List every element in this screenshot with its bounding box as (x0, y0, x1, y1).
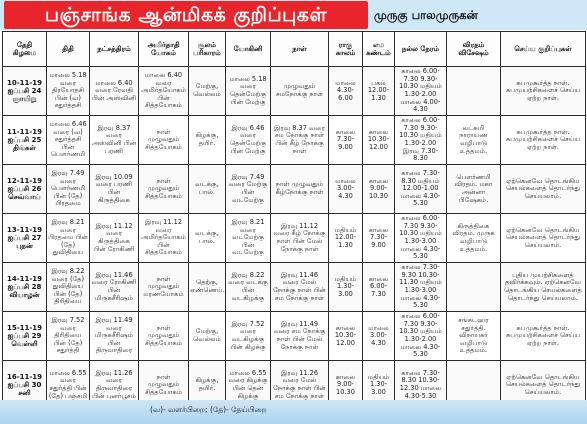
cell-viratham (447, 263, 501, 312)
cell-seyya: புதிய முயற்சிகளைத் தவிர்க்கவும். ஏற்கெனவே தொடங்கிய செயல்களைத் தொடர்ந்து செய்யலாம். (501, 263, 586, 312)
cell-viratham: லட்சுமி நாராயண வழிபாடு உத்தமம். (447, 116, 501, 165)
cell-seyya: ஏற்கெனவே தொடங்கிய செயல்களைத் தொடர்ந்து செய்யலாம். (501, 165, 586, 214)
cell-star: இரவு 11.49 வரை மிருகசீரிஷம் பின் திருவாதிரை (90, 312, 139, 361)
cell-rahu: காலை 10.30- 12.00 (329, 312, 363, 361)
panchangam-table (2, 31, 586, 410)
cell-rahu: மாலை 4.30- 6.00 (329, 67, 363, 116)
cell-viratham: கிருத்திகை விரதம். முருக வழிபாடு உத்தமம். (447, 214, 501, 263)
column-header-yogam: அமிர்தாதி யோகம் (139, 32, 189, 67)
cell-tithi: மாலை 6.46 வரை (வ) சதுர்த்தசி பின் பௌர்ணமி (47, 116, 90, 165)
cell-ema: மதியம் 1.30- 3.00 (363, 361, 395, 410)
column-header-tithi: திதி (47, 32, 90, 67)
cell-soolam: தெற்கு, எண்ணெய். (189, 263, 226, 312)
cell-naal: முழுவதும் சமநோக்கு நாள் (271, 67, 329, 116)
column-header-naal: நாள் (271, 32, 329, 67)
cell-nalla: காலை 7.30-9.30 10.30-11.30 மதியம் 1.30-3.00 மாலை 4.30-5.30 (395, 263, 447, 312)
cell-ema: காலை 7.30- 9.00 (363, 214, 395, 263)
cell-star: இரவு 11.26 வரை திருவாதிரை பின் புனர்பூசம் (90, 361, 139, 410)
cell-viratham: சங்கடஹர சதுர்த்தி. விநாயகர் வழிபாடு உத்தமம். (447, 312, 501, 361)
cell-tithi: இரவு 8.21 வரை பிரதமை பின் (தே) துவிதியை (47, 214, 90, 263)
cell-soolam: கிழக்கு, தயிர். (189, 116, 226, 165)
author-byline: முருகு பாலமுருகன் (374, 8, 478, 22)
table-row (3, 116, 586, 165)
column-header-yogini: யோகினி (226, 32, 271, 67)
cell-seyya: சுபமுகூர்த்த நாள். சுபமுயற்சிகளைச் செய்ய ஏற்ற நாள். (501, 116, 586, 165)
cell-yogini: இரவு 6.46 வரை தென்மேற்கு பின் மேற்கு (226, 116, 271, 165)
column-header-seyya: செய்ய குறிப்புகள் (501, 32, 586, 67)
cell-date: 11-11-19 ஐப்பசி 25 திங்கள் (3, 116, 47, 165)
cell-rahu: காலை 7.30- 9.00 (329, 116, 363, 165)
cell-date: 15-11-19 ஐப்பசி 29 வெள்ளி (3, 312, 47, 361)
cell-soolam: வடக்கு, பால். (189, 165, 226, 214)
column-header-date: தேதி கிழமை (3, 32, 47, 67)
column-header-nalla: நல்ல நேரம் (395, 32, 447, 67)
cell-star: இரவு 8.37 வரை அஸ்வினி பின் பரணி (90, 116, 139, 165)
footer-legend: (வ)- வளர்பிறை; (தே)- தேய்பிறை (150, 405, 267, 414)
cell-naal: இரவு 11.26 வரை மேல் நோக்கு நாள் பின் சம நோக்கு நாள் (271, 361, 329, 410)
cell-tithi: இரவு 8.22 வரை (தே) துவிதியை பின் (தே) திரிதியை (47, 263, 90, 312)
cell-yogini: மாலை 6.55 வரை கிழக்கு பின் தென் கிழக்கு (226, 361, 271, 410)
cell-tithi: மாலை 5.18 வரை திரயோதசி பின் (வ) சதுர்த்தசி (47, 67, 90, 116)
cell-soolam: வடக்கு, பால். (189, 214, 226, 263)
cell-viratham (447, 67, 501, 116)
cell-star: இரவு 11.46 வரை ரோகிணி பின் மிருகசீரிஷம் (90, 263, 139, 312)
page-title: பஞ்சாங்க ஆன்மிகக் குறிப்புகள் (4, 1, 368, 29)
cell-ema: மாலை 3.00- 4.30 (363, 312, 395, 361)
cell-date: 14-11-19 ஐப்பசி 28 வியாழன் (3, 263, 47, 312)
cell-ema: காலை 10.30- 12.00 (363, 116, 395, 165)
cell-naal: இரவு 8.37 வரை சம நோக்கு நாள் பின் கீழ் நோக்கு நாள் (271, 116, 329, 165)
cell-naal: இரவு 11.12 வரை கீழ் நோக்கு நாள் பின் மேல் நோக்கு நாள் (271, 214, 329, 263)
cell-star: இரவு 11.12 வரை கிருத்திகை பின் ரோகிணி (90, 214, 139, 263)
cell-date: 10-11-19 ஐப்பசி 24 ஞாயிறு (3, 67, 47, 116)
table-row (3, 67, 586, 116)
cell-naal: இரவு 11.49 வரை சம நோக்கு நாள் பின் மேல் நோக்கு நாள் (271, 312, 329, 361)
cell-ema: காலை 9.00- 10.30 (363, 165, 395, 214)
cell-star: இரவு 10.09 வரை பரணி பின் கிருத்திகை (90, 165, 139, 214)
cell-yogam: நாள் முழுவதும் சித்தயோகம் (139, 165, 189, 214)
cell-seyya: ஏற்கெனவே தொடங்கிய செயல்களைத் தொடர்ந்து செய்யலாம். (501, 361, 586, 410)
table-row (3, 214, 586, 263)
cell-seyya: ஏற்கெனவே தொடங்கிய செயல்களைத் தொடர்ந்து செய்யலாம். (501, 214, 586, 263)
cell-date: 12-11-19 ஐப்பசி 26 செவ்வாய் (3, 165, 47, 214)
table-row (3, 263, 586, 312)
column-header-viratham: விரதம் விசேஷம் (447, 32, 501, 67)
table-row (3, 165, 586, 214)
cell-nalla: காலை 6.00-7.30 9.30-10.30 மதியம் 1.30-3.00 மாலை 4.30-5.30 (395, 214, 447, 263)
cell-seyya: சுபமுகூர்த்த நாள். சுபமுயற்சிகளைச் செய்ய ஏற்ற நாள். (501, 67, 586, 116)
cell-rahu: காலை 9.00- 10.30 (329, 361, 363, 410)
cell-rahu: மதியம் 12.00- 1.30 (329, 214, 363, 263)
cell-nalla: காலை 7.30-8.30 10.30-12.30 மாலை 4.30-5.30 (395, 361, 447, 410)
cell-tithi: இரவு 7.49 வரை பௌர்ணமி பின் (தே) பிரதமை (47, 165, 90, 214)
cell-yogini: இரவு 7.52 வரை வடகிழக்கு பின் கிழக்கு (226, 312, 271, 361)
cell-yogam: நாள் முழுவதும் சித்தயோகம் (139, 116, 189, 165)
cell-seyya: சுபமுகூர்த்த நாள். சுபமுயற்சிகளைச் செய்ய ஏற்ற நாள். (501, 312, 586, 361)
cell-naal: இரவு 11.46 வரை மேல் நோக்கு நாள் பின் சம நோக்கு நாள் (271, 263, 329, 312)
cell-nalla: காலை 6.00-7.30 9.30-10.30 மதியம் 1.30-2.00 மாலை 4.30-5.30 (395, 312, 447, 361)
cell-viratham: பௌர்ணமி விரதம். மகா அன்னா பிஷேகம். (447, 165, 501, 214)
cell-tithi: மாலை 6.55 வரை சதுர்த்தி பின் (தே) பஞ்சமி (47, 361, 90, 410)
cell-ema: காலை 6.00- 7.30 (363, 263, 395, 312)
cell-yogam: நாள் முழுவதும் சித்தயோகம் (139, 312, 189, 361)
cell-yogini: மாலை 5.18 வரை தென்மேற்கு பின் மேற்கு (226, 67, 271, 116)
cell-nalla: காலை 7.30-8.30 மதியம் 12.00-1.00 மாலை 4.30-5.30 (395, 165, 447, 214)
cell-soolam: மேற்கு, வெல்லம் (189, 67, 226, 116)
cell-ema: பகல் 12.00- 1.30 (363, 67, 395, 116)
cell-nalla: காலை 6.00-7.30 9.30-10.30 மதியம் 1.30-2.00 மாலை 4.00-4.30 (395, 67, 447, 116)
table-row (3, 312, 586, 361)
cell-yogini: இரவு 8.21 வரை வடமேற்கு பின் வடமேற்கு (226, 214, 271, 263)
cell-yogam: மாலை 6.40 வரை அமிர்தயோகம் பின் சித்தயோகம் (139, 67, 189, 116)
cell-rahu: மதியம் 1.30- 3.00 (329, 263, 363, 312)
page-header (0, 0, 587, 30)
cell-date: 16-11-19 ஐப்பசி 30 சனி (3, 361, 47, 410)
column-header-soolam: சூலம் பரிகாரம் (189, 32, 226, 67)
cell-naal: நாள் முழுவதும் கீழ்நோக்கு நாள் (271, 165, 329, 214)
cell-yogini: இரவு 7.49 வரை மேற்கு பின் வடமேற்கு (226, 165, 271, 214)
cell-yogini: இரவு 8.22 வரை வடக்கு பின் வடகிழக்கு (226, 263, 271, 312)
column-header-rahu: ராகு காலம் (329, 32, 363, 67)
cell-tithi: இரவு 7.52 வரை திரிதியை பின் (தே) சதுர்த்தி (47, 312, 90, 361)
column-header-star: நட்சத்திரம் (90, 32, 139, 67)
column-header-ema: எம கண்டம் (363, 32, 395, 67)
cell-date: 13-11-19 ஐப்பசி 27 புதன் (3, 214, 47, 263)
cell-star: மாலை 6.40 வரை ரேவதி பின் அஸ்வினி (90, 67, 139, 116)
cell-yogam: இரவு 11.12 வரை அமிர்தயோகம் பின் சித்தயோகம் (139, 214, 189, 263)
cell-rahu: மாலை 3.00- 4.30 (329, 165, 363, 214)
cell-soolam: மேற்கு, வெல்லம் (189, 312, 226, 361)
header-row (3, 32, 586, 67)
footer-bar (0, 400, 587, 424)
cell-yogam: நாள் முழுவதும் மரணயோகம் (139, 263, 189, 312)
cell-nalla: காலை 6.00-7.30 9.30-10.30 மதியம் 1.30-2.00 இரவு 7.30-8.30 (395, 116, 447, 165)
cell-yogam: நாள் முழுவதும் சித்தயோகம் (139, 361, 189, 410)
cell-soolam: கிழக்கு, தயிர். (189, 361, 226, 410)
